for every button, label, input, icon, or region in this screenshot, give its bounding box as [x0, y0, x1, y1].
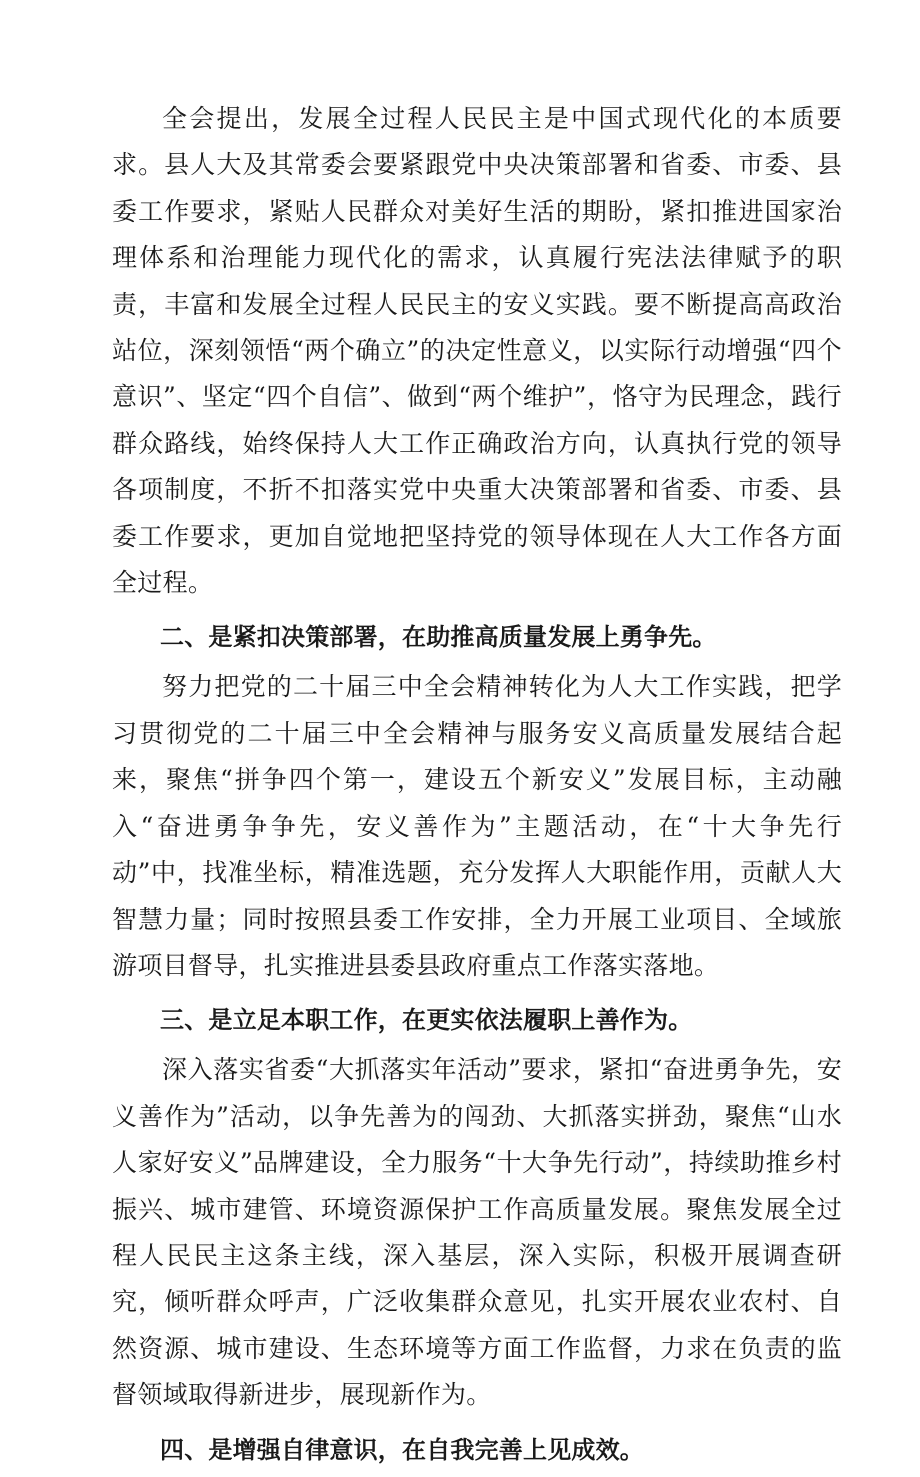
paragraph-duty-performance: 深入落实省委“大抓落实年活动”要求，紧扣“奋进勇争先，安义善作为”活动，以争先善为的闯劲、大抓落实拼劲，聚焦“山水人家好安义”品牌建设，全力服务“十大争先行动”，持续助推乡村振兴、城市建管、环境资源保护工作高质量发展。聚焦发展全过程人民民主这条主线，深入基层，深入实际，积极开展调查研究，倾听群众呼声，广泛收集群众意见，扎实开展农业农村、自然资源、城市建设、生态环境等方面工作监督，力求在负责的监督领域取得新进步，展现新作为。 — [112, 1055, 842, 1410]
paragraph-high-quality-development: 努力把党的二十届三中全会精神转化为人大工作实践，把学习贯彻党的二十届三中全会精神与服务安义高质量发展结合起来，聚焦“拼争四个第一，建设五个新安义”发展目标，主动融入“奋进勇争争先，安义善作为”主题活动，在“十大争先行动”中，找准坐标，精准选题，充分发挥人大职能作用，贡献人大智慧力量；同时按照县委工作安排，全力开展工业项目、全域旅游项目督导，扎实推进县委县政府重点工作落实落地。 — [112, 672, 842, 980]
heading-section-2: 二、是紧扣决策部署，在助推高质量发展上勇争先。 — [160, 623, 717, 652]
heading-section-4: 四、是增强自律意识，在自我完善上见成效。 — [160, 1435, 644, 1464]
document-page — [112, 96, 842, 1477]
heading-section-3: 三、是立足本职工作，在更实依法履职上善作为。 — [160, 1006, 693, 1035]
paragraph-party-leadership: 全会提出，发展全过程人民民主是中国式现代化的本质要求。县人大及其常委会要紧跟党中央决策部署和省委、市委、县委工作要求，紧贴人民群众对美好生活的期盼，紧扣推进国家治理体系和治理能力现代化的需求，认真履行宪法法律赋予的职责，丰富和发展全过程人民民主的安义实践。要不断提高高政治站位，深刻领悟“两个确立”的决定性意义，以实际行动增强“四个意识”、坚定“四个自信”、做到“两个维护”，恪守为民理念，践行群众路线，始终保持人大工作正确政治方向，认真执行党的领导各项制度，不折不扣落实党中央重大决策部署和省委、市委、县委工作要求，更加自觉地把坚持党的领导体现在人大工作各方面全过程。 — [112, 104, 842, 598]
